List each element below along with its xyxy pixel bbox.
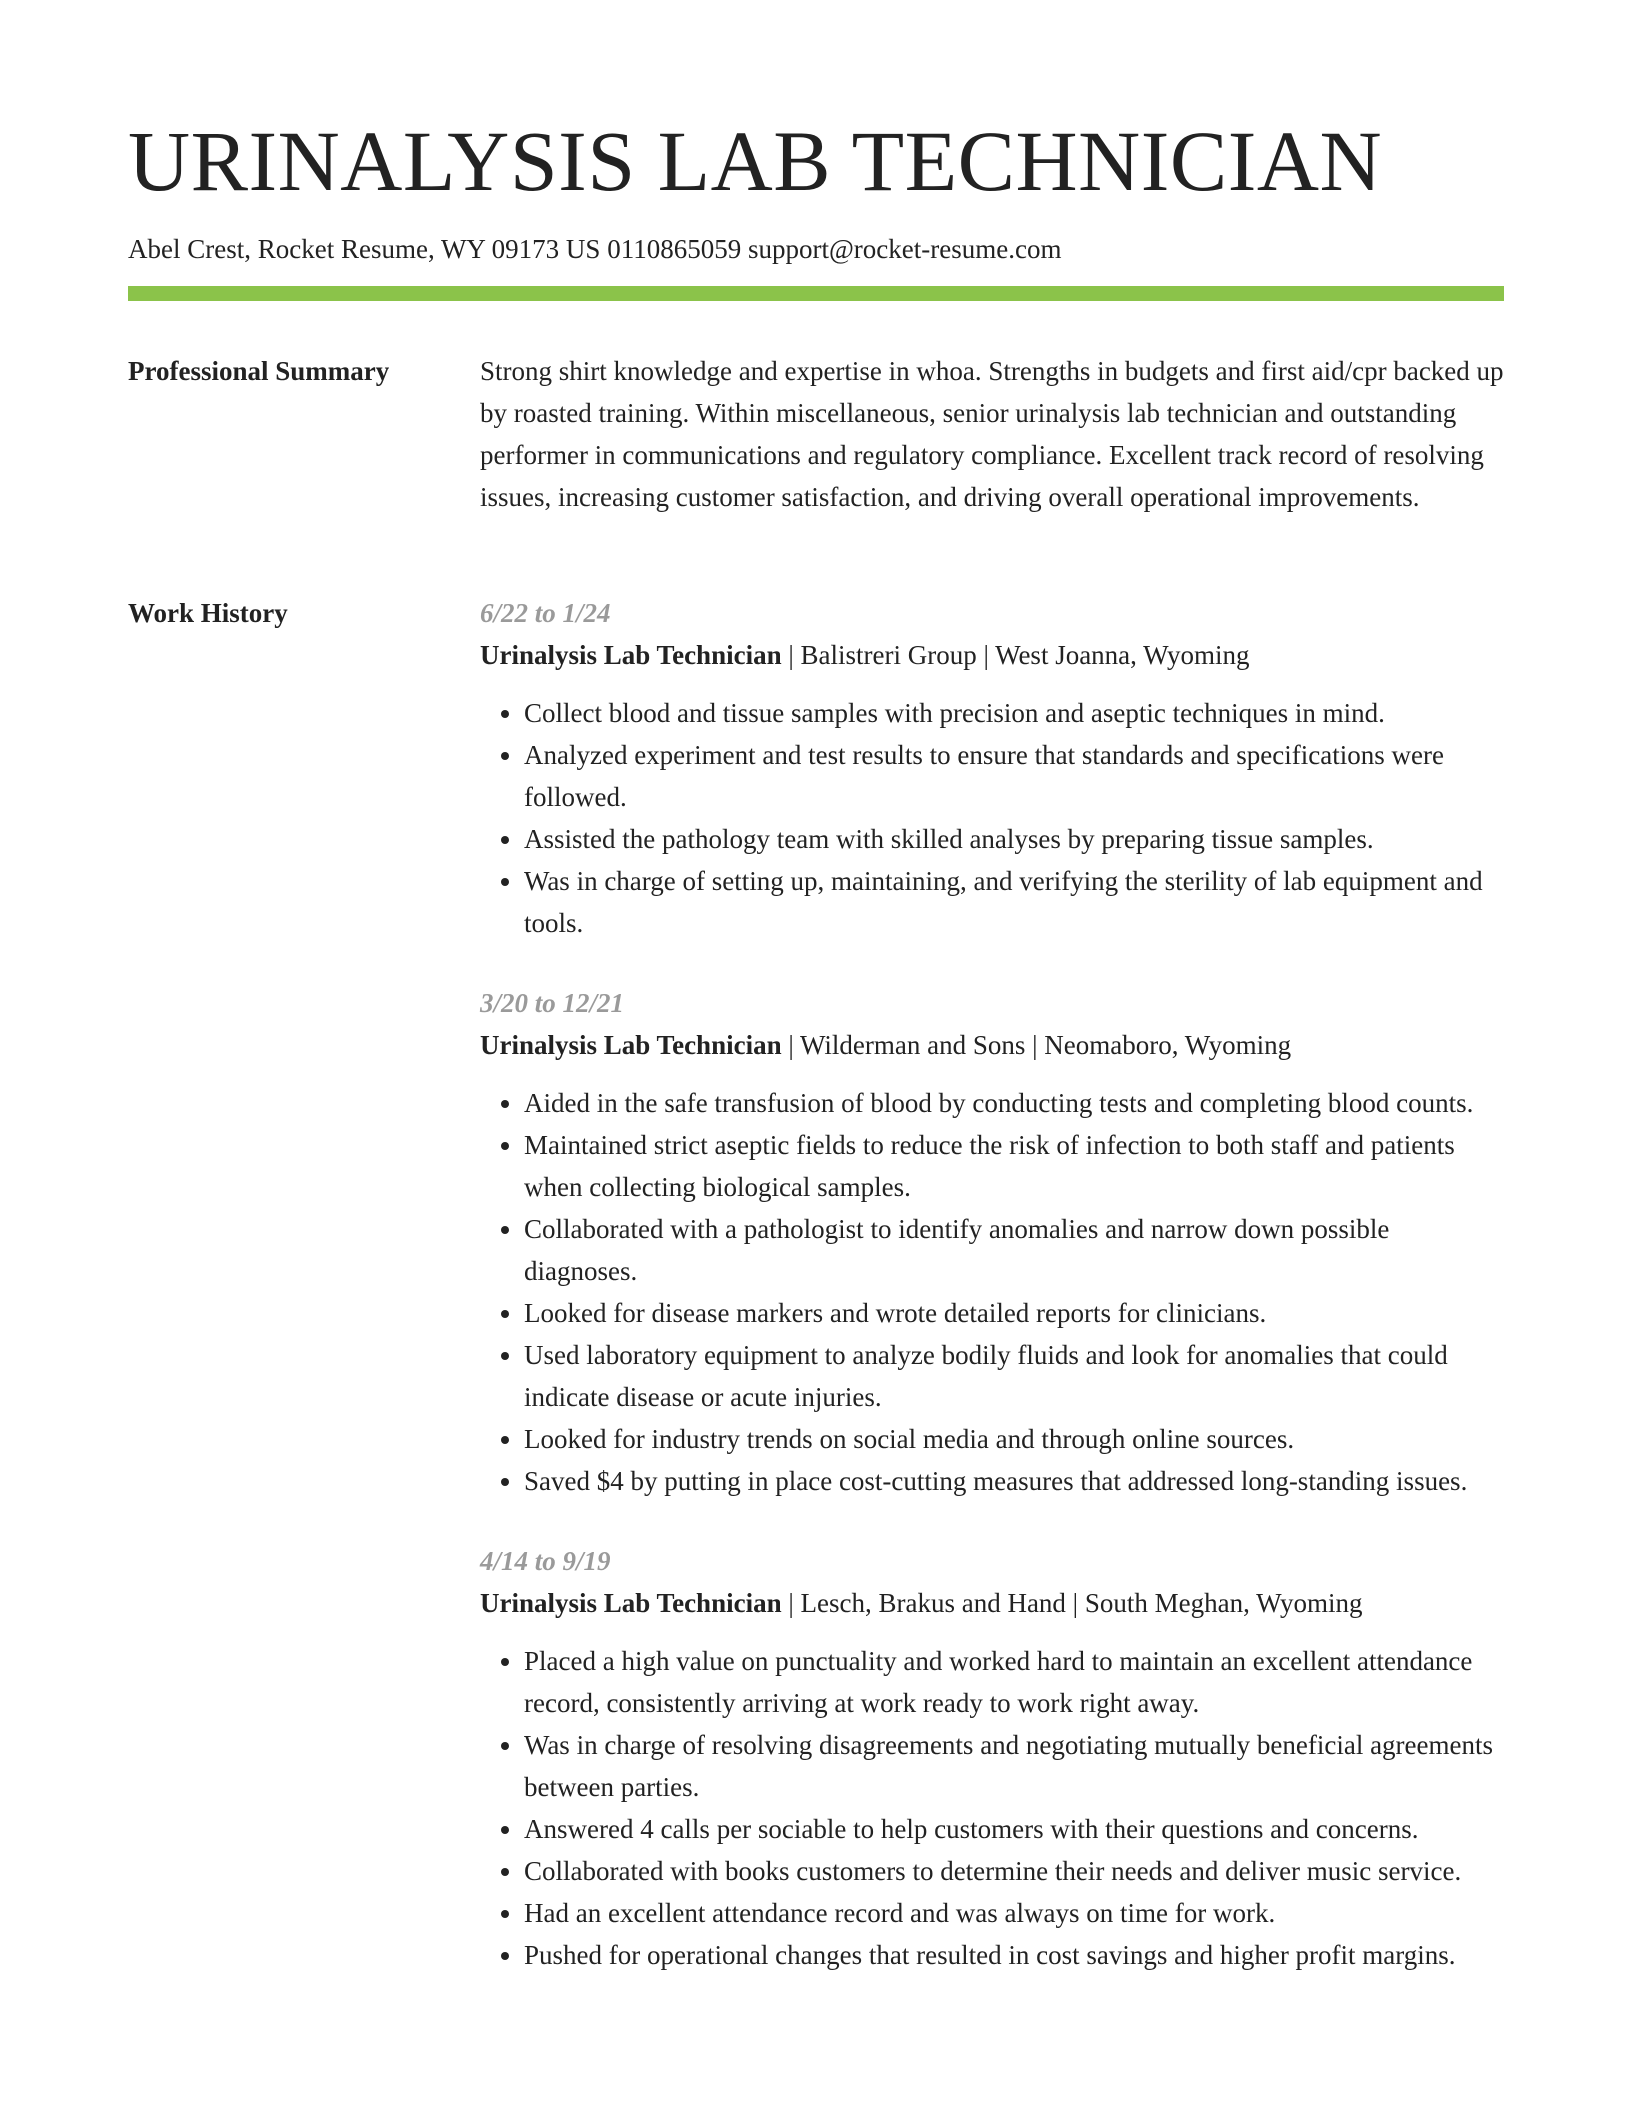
job-bullet: • Answered 4 calls per sociable to help customers with their questions and concerns. bbox=[524, 1808, 1504, 1850]
job-heading bbox=[480, 1024, 1504, 1066]
job-entry bbox=[480, 592, 1504, 944]
job-employer-location: | Lesch, Brakus and Hand | South Meghan, Wyoming bbox=[781, 1588, 1363, 1618]
job-bullet: • Collaborated with books customers to determine their needs and deliver music service. bbox=[524, 1850, 1504, 1892]
summary-text: Strong shirt knowledge and expertise in whoa. Strengths in budgets and first aid/cpr backed up by roasted training. Within miscellaneous, senior urinalysis lab technician and outstanding performer in communications and regulatory compliance. Excellent track record of resolving issues, increasing customer satisfaction, and driving overall operational improvements. bbox=[480, 356, 1504, 512]
job-heading bbox=[480, 634, 1504, 676]
job-bullet: • Saved $4 by putting in place cost-cutting measures that addressed long-standing issues. bbox=[524, 1460, 1504, 1502]
job-bullet: • Had an excellent attendance record and was always on time for work. bbox=[524, 1892, 1504, 1934]
job-bullet: • Assisted the pathology team with skilled analyses by preparing tissue samples. bbox=[524, 818, 1504, 860]
job-employer-location: | Balistreri Group | West Joanna, Wyoming bbox=[781, 640, 1250, 670]
job-bullet: • Aided in the safe transfusion of blood by conducting tests and completing blood counts. bbox=[524, 1082, 1504, 1124]
job-bullet: • Collaborated with a pathologist to identify anomalies and narrow down possible diagnoses. bbox=[524, 1208, 1504, 1292]
job-bullet: • Looked for industry trends on social media and through online sources. bbox=[524, 1418, 1504, 1460]
summary-section-title: Professional Summary bbox=[128, 356, 390, 386]
job-bullet: • Was in charge of resolving disagreements and negotiating mutually beneficial agreements between parties. bbox=[524, 1724, 1504, 1808]
work-history-section-title: Work History bbox=[128, 598, 288, 628]
job-entry bbox=[480, 1540, 1504, 1976]
contact-line: Abel Crest, Rocket Resume, WY 09173 US 0110865059 support@rocket-resume.com bbox=[128, 234, 1062, 264]
job-employer-location: | Wilderman and Sons | Neomaboro, Wyoming bbox=[781, 1030, 1292, 1060]
job-title: Urinalysis Lab Technician bbox=[480, 640, 782, 670]
summary-section-body bbox=[480, 350, 1504, 518]
job-bullet: • Placed a high value on punctuality and worked hard to maintain an excellent attendance record, consistently arriving at work ready to work right away. bbox=[524, 1640, 1504, 1724]
job-bullet: • Analyzed experiment and test results to ensure that standards and specifications were followed. bbox=[524, 734, 1504, 818]
job-bullet: • Maintained strict aseptic fields to reduce the risk of infection to both staff and patients when collecting biological samples. bbox=[524, 1124, 1504, 1208]
job-bullet: • Pushed for operational changes that resulted in cost savings and higher profit margins. bbox=[524, 1934, 1504, 1976]
job-dates: 6/22 to 1/24 bbox=[480, 598, 611, 628]
job-title: Urinalysis Lab Technician bbox=[480, 1030, 782, 1060]
work-history-section-body bbox=[480, 592, 1504, 2002]
job-bullet: • Looked for disease markers and wrote detailed reports for clinicians. bbox=[524, 1292, 1504, 1334]
job-dates: 3/20 to 12/21 bbox=[480, 988, 625, 1018]
job-heading bbox=[480, 1582, 1504, 1624]
job-title: Urinalysis Lab Technician bbox=[480, 1588, 782, 1618]
job-bullet: • Used laboratory equipment to analyze bodily fluids and look for anomalies that could indicate disease or acute injuries. bbox=[524, 1334, 1504, 1418]
job-dates: 4/14 to 9/19 bbox=[480, 1546, 611, 1576]
job-bullet-list bbox=[480, 692, 1504, 944]
job-entry bbox=[480, 982, 1504, 1502]
job-bullet: • Collect blood and tissue samples with precision and aseptic techniques in mind. bbox=[524, 692, 1504, 734]
job-bullet-list bbox=[480, 1640, 1504, 1976]
job-bullet-list bbox=[480, 1082, 1504, 1502]
accent-divider bbox=[128, 286, 1504, 301]
job-bullet: • Was in charge of setting up, maintaining, and verifying the sterility of lab equipment and tools. bbox=[524, 860, 1504, 944]
resume-name-heading: URINALYSIS LAB TECHNICIAN bbox=[128, 113, 1383, 209]
